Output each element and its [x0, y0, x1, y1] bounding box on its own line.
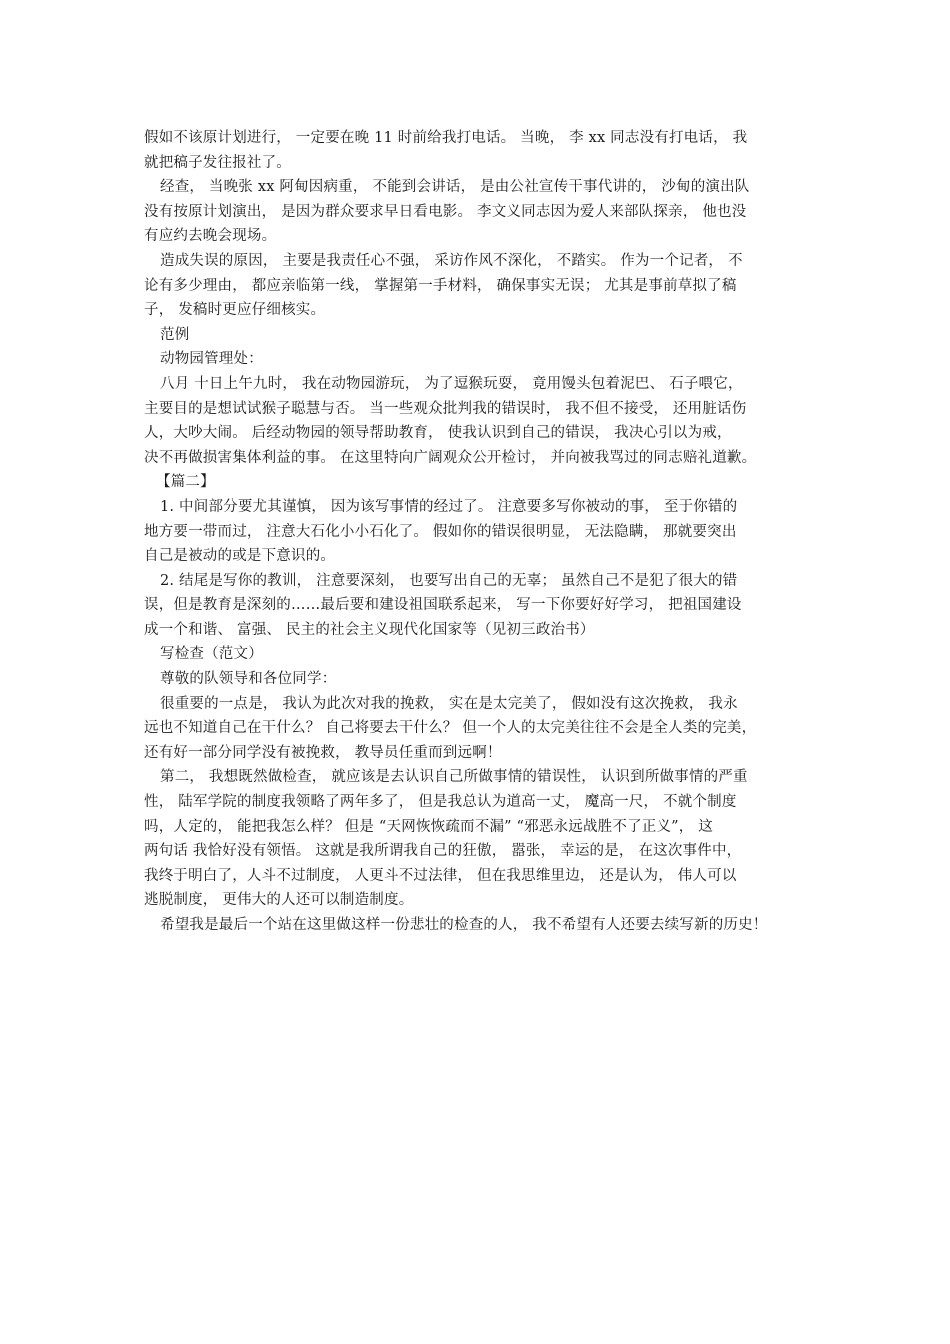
text-line: 第二， 我想既然做检查， 就应该是去认识自己所做事情的错误性， 认识到所做事情的严重	[160, 769, 748, 786]
text-line: 逃脱制度， 更伟大的人还可以制造制度。	[144, 892, 414, 909]
paragraph-body	[144, 913, 816, 938]
text-line: 还有好一部分同学没有被挽救， 教导员任重而到远啊！	[144, 744, 502, 761]
paragraph-bracket	[144, 470, 816, 495]
text-line: 子， 发稿时更应仔细核实。	[144, 302, 326, 319]
text-line: 写检查（范文）	[160, 646, 263, 663]
text-line: 造成失误的原因， 主要是我责任心不强， 采访作风不深化， 不踏实。 作为一个记者， 不	[160, 252, 743, 269]
paragraph-body	[144, 372, 816, 470]
text-line: 主要目的是想试试猴子聪慧与否。 当一些观众批判我的错误时， 我不但不接受， 还用脏话伤	[144, 400, 747, 417]
text-line: 2. 结尾是写你的教训， 注意要深刻， 也要写出自己的无辜； 虽然自己不是犯了很大的错	[160, 572, 738, 589]
text-line: 吗，人定的， 能把我怎么样？ 但是 “天网恢恢疏而不漏” “邪恶永远战胜不了正义”， 这	[144, 818, 713, 835]
text-line: 误，但是教育是深刻的……最后要和建设祖国联系起来， 写一下你要好好学习， 把祖国建设	[144, 597, 742, 614]
text-line: 远也不知道自己在干什么？ 自己将要去干什么？ 但一个人的太完美往往不会是全人类的完美，	[144, 720, 757, 737]
text-line: 希望我是最后一个站在这里做这样一份悲壮的检查的人， 我不希望有人还要去续写新的历史！	[160, 917, 768, 933]
text-line: 八月 十日上午九时， 我在动物园游玩， 为了逗猴玩耍， 竟用馒头包着泥巴、 石子喂它，	[160, 375, 743, 392]
text-line: 很重要的一点是， 我认为此次对我的挽救， 实在是太完美了， 假如没有这次挽救， 我永	[160, 695, 738, 712]
text-line: 经查， 当晚张 xx 阿甸因病重， 不能到会讲话， 是由公社宣传干事代讲的， 沙甸的演出队	[160, 179, 750, 196]
paragraph-heading	[144, 347, 816, 372]
text-line: 性， 陆军学院的制度我领略了两年多了， 但是我总认为道高一丈， 魔高一尺， 不就个制度	[144, 794, 737, 811]
paragraph-body	[144, 765, 816, 913]
paragraph-body	[144, 495, 816, 569]
text-line: 决不再做损害集体利益的事。 在这里特向广阔观众公开检讨， 并向被我骂过的同志赔礼道歉。	[144, 449, 757, 466]
paragraph-body	[144, 569, 816, 643]
document-body	[144, 126, 816, 938]
paragraph-body	[144, 249, 816, 323]
paragraph-heading	[144, 323, 816, 348]
text-line: 有应约去晚会现场。	[144, 228, 277, 245]
paragraph-heading	[144, 642, 816, 667]
text-line: 【篇二】	[156, 474, 215, 491]
paragraph-body	[144, 175, 816, 249]
text-line: 成一个和谐、 富强、 民主的社会主义现代化国家等（见初三政治书）	[144, 621, 595, 638]
text-line: 地方要一带而过， 注意大石化小小石化了。 假如你的错误很明显， 无法隐瞒， 那就要突出	[144, 523, 737, 540]
text-line: 动物园管理处：	[160, 351, 263, 368]
text-line: 自己是被动的或是下意识的。	[144, 548, 336, 565]
text-line: 假如不该原计划进行， 一定要在晚 11 时前给我打电话。 当晚， 李 xx 同志没有打电话， 我	[144, 130, 748, 146]
text-line: 就把稿子发往报社了。	[144, 154, 291, 171]
paragraph-continuation	[144, 126, 816, 175]
text-line: 1. 中间部分要尤其谨慎， 因为该写事情的经过了。 注意要多写你被动的事， 至于你错的	[160, 498, 738, 515]
text-line: 我终于明白了，人斗不过制度， 人更斗不过法律， 但在我思维里边， 还是认为， 伟人可以	[144, 867, 737, 884]
text-line: 尊敬的队领导和各位同学：	[160, 671, 337, 688]
text-line: 论有多少理由， 都应亲临第一线， 掌握第一手材料， 确保事实无误； 尤其是事前草拟了稿	[144, 277, 737, 294]
text-line: 两句话 我恰好没有领悟。 这就是我所谓我自己的狂傲， 嚣张， 幸运的是， 在这次事件中，	[144, 843, 742, 860]
paragraph-heading	[144, 667, 816, 692]
text-line: 人，大吵大闹。 后经动物园的领导帮助教育， 使我认识到自己的错误， 我决心引以为戒，	[144, 425, 732, 442]
text-line: 范例	[160, 326, 190, 343]
paragraph-body	[144, 692, 816, 766]
text-line: 没有按原计划演出， 是因为群众要求早日看电影。 李文义同志因为爱人来部队探亲， 他也没	[144, 203, 747, 220]
